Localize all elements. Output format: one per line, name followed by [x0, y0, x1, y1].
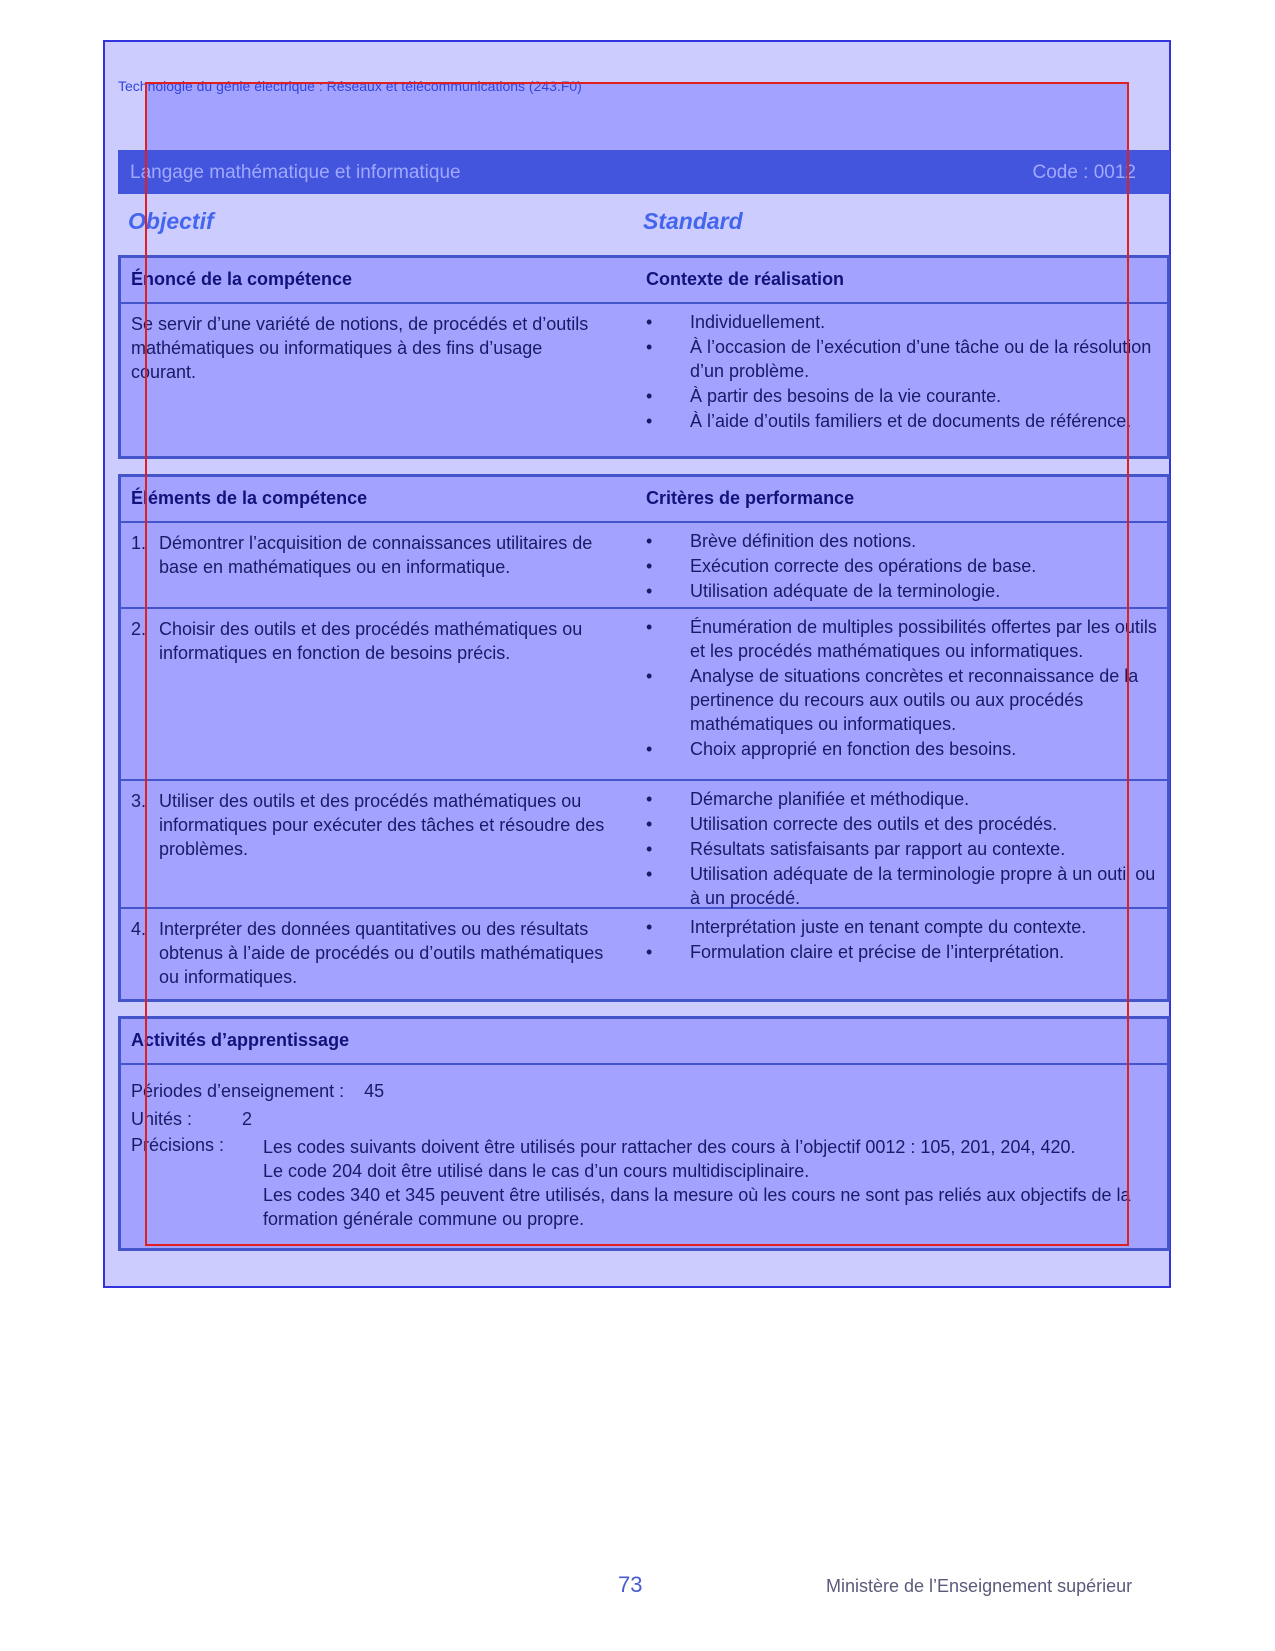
enonce-text: Se servir d’une variété de notions, de procédés et d’outils mathématiques ou informatiques à des fins d’usage courant. — [131, 314, 589, 382]
periodes-line: Périodes d’enseignement : 45 — [131, 1081, 385, 1101]
precisions-label: Précisions : — [131, 1135, 225, 1155]
criterion-item: • Utilisation adéquate de la terminologie. — [646, 579, 1161, 603]
contexte-item: • Individuellement. — [646, 310, 1161, 334]
course-code: Code : 0012 — [1032, 162, 1136, 183]
criterion-item: • Analyse de situations concrètes et reconnaissance de la pertinence du recours aux outils ou aux procédés mathématiques ou informatiques. — [646, 664, 1161, 736]
elements-label: Éléments de la compétence — [131, 488, 368, 508]
element-cell — [131, 789, 611, 861]
contexte-list — [646, 310, 1161, 434]
criterion-item: • Résultats satisfaisants par rapport au contexte. — [646, 837, 1161, 861]
element-cell — [131, 917, 611, 989]
element-number: 4. — [131, 919, 147, 939]
footer-organization: Ministère de l’Enseignement supérieur — [826, 1576, 1133, 1596]
unites-line: Unités : 2 — [131, 1109, 253, 1129]
criterion-item: • Utilisation correcte des outils et des procédés. — [646, 812, 1161, 836]
activites-label: Activités d’apprentissage — [131, 1030, 350, 1050]
program-title: Technologie du génie électrique : Réseaux et télécommunications (243.F0) — [118, 78, 582, 94]
criterion-item: • Formulation claire et précise de l’interprétation. — [646, 940, 1161, 964]
enonce-cell — [131, 312, 611, 384]
criterion-item: • Démarche planifiée et méthodique. — [646, 787, 1161, 811]
element-number: 2. — [131, 619, 147, 639]
contexte-item: • À l’occasion de l’exécution d’une tâche ou de la résolution d’un problème. — [646, 335, 1161, 383]
objectif-heading: Objectif — [128, 208, 214, 234]
criterion-item: • Interprétation juste en tenant compte du contexte. — [646, 915, 1161, 939]
element-text: Interpréter des données quantitatives ou des résultats obtenus à l’aide de procédés ou d’outils mathématiques ou informatiques. — [159, 919, 604, 987]
criterion-item: • Énumération de multiples possibilités offertes par les outils et les procédés mathématiques ou informatiques. — [646, 615, 1161, 663]
element-cell — [131, 531, 611, 579]
standard-heading: Standard — [643, 208, 743, 234]
contexte-item: • À l’aide d’outils familiers et de documents de référence. — [646, 409, 1161, 433]
element-text: Choisir des outils et des procédés mathématiques ou informatiques en fonction de besoins précis. — [159, 619, 583, 663]
activites-table — [118, 1016, 1170, 1251]
criteria-list — [646, 615, 1161, 762]
elements-header-row — [121, 477, 1167, 523]
criterion-item: • Brève définition des notions. — [646, 529, 1161, 553]
criteres-label: Critères de performance — [646, 488, 855, 508]
activites-header-row — [121, 1019, 1167, 1065]
contexte-item: • À partir des besoins de la vie courante. — [646, 384, 1161, 408]
criterion-item: • Exécution correcte des opérations de base. — [646, 554, 1161, 578]
element-text: Utiliser des outils et des procédés mathématiques ou informatiques pour exécuter des tâches et résoudre des problèmes. — [159, 791, 605, 859]
elements-table — [118, 474, 1170, 1002]
enonce-label: Énoncé de la compétence — [131, 269, 353, 289]
criteria-list — [646, 915, 1161, 965]
competence-header-row — [121, 258, 1167, 304]
competence-table — [118, 255, 1170, 459]
element-row — [121, 523, 1167, 609]
element-text: Démontrer l’acquisition de connaissances utilitaires de base en mathématiques ou en informatique. — [159, 533, 593, 577]
element-number: 1. — [131, 533, 147, 553]
precision-item: Le code 204 doit être utilisé dans le cas d’un cours multidisciplinaire. — [263, 1161, 810, 1181]
element-cell — [131, 617, 611, 665]
criteria-list — [646, 787, 1161, 911]
course-title-bar — [118, 150, 1170, 194]
course-title: Langage mathématique et informatique — [130, 162, 461, 183]
precision-item: Les codes suivants doivent être utilisés pour rattacher des cours à l’objectif 0012 : 105, 201, 204, 420. — [263, 1137, 1076, 1157]
element-row — [121, 909, 1167, 991]
precisions-list — [263, 1135, 1158, 1231]
competence-row — [121, 304, 1167, 456]
precision-item: Les codes 340 et 345 peuvent être utilisés, dans la mesure où les cours ne sont pas reliés aux objectifs de la formation générale commune ou propre. — [263, 1185, 1131, 1229]
page-number: 73 — [618, 1572, 643, 1597]
elements-rows — [121, 523, 1167, 991]
element-row — [121, 609, 1167, 781]
element-number: 3. — [131, 791, 147, 811]
contexte-label: Contexte de réalisation — [646, 269, 845, 289]
criterion-item: • Utilisation adéquate de la terminologie propre à un outil ou à un procédé. — [646, 862, 1161, 910]
criterion-item: • Choix approprié en fonction des besoins. — [646, 737, 1161, 761]
element-row — [121, 781, 1167, 909]
criteria-list — [646, 529, 1161, 604]
